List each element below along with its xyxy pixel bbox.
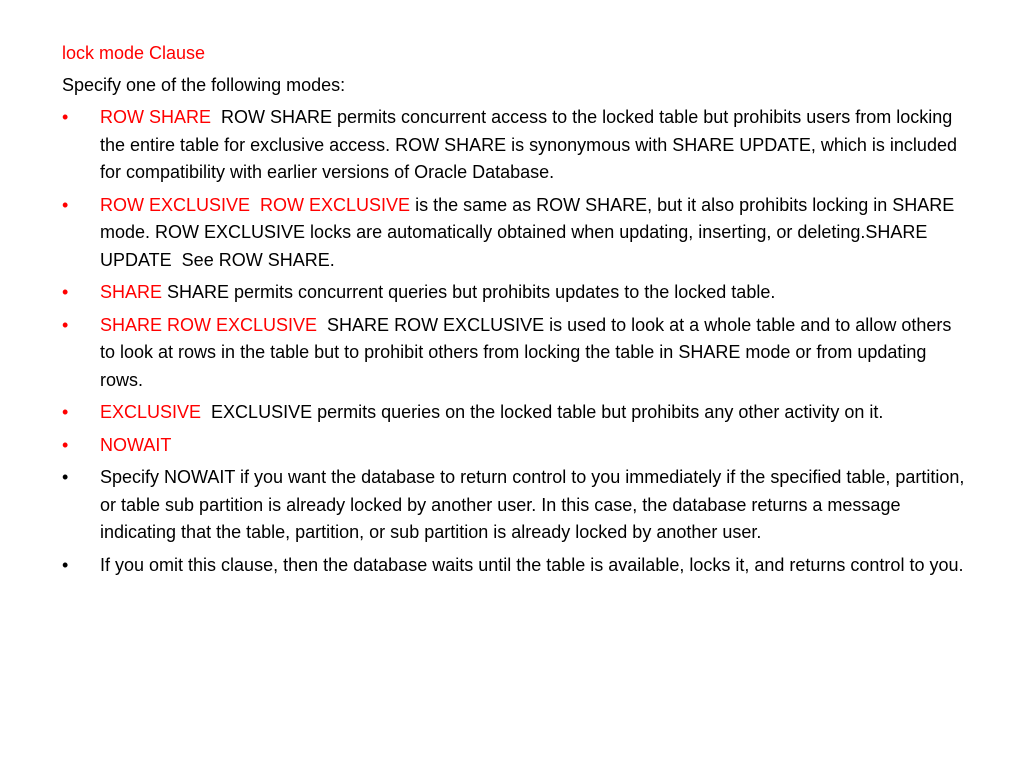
mode-term: EXCLUSIVE	[100, 402, 202, 422]
bullet-icon: •	[62, 467, 69, 487]
mode-description: ROW SHARE permits concurrent access to the locked table but prohibits users from locking the entire table for exclusive access. ROW SHARE is synonymous with SHARE UPDATE, which is included for compatibility with earlier versions of Oracle Database.	[100, 107, 962, 182]
bullet-icon: •	[62, 194, 69, 215]
mode-description: is the same as ROW SHARE, but it also prohibits locking in SHARE mode. ROW EXCLUSIVE locks are automatically obtained when updating, inserting, or deleting.SHARE UPDATE See ROW SHARE.	[100, 194, 960, 270]
mode-term: ROW SHARE	[100, 107, 212, 127]
list-item-nowait-explanation	[62, 464, 967, 547]
bullet-icon: •	[62, 554, 69, 575]
mode-description: If you omit this clause, then the database waits until the table is available, locks it, and returns control to you.	[100, 554, 964, 575]
list-item-share	[62, 279, 967, 307]
slide-heading: lock mode Clause	[62, 43, 206, 63]
list-item-omit-clause	[62, 552, 967, 580]
list-item-nowait	[62, 432, 967, 460]
list-item-row-exclusive	[62, 192, 967, 275]
mode-description: SHARE ROW EXCLUSIVE is used to look at a whole table and to allow others to look at rows in the table but to prohibit others from locking the table in SHARE mode or from updating rows.	[100, 314, 957, 390]
bullet-icon: •	[62, 402, 69, 422]
mode-term: ROW EXCLUSIVE ROW EXCLUSIVE	[100, 194, 411, 215]
bullet-icon: •	[62, 434, 69, 455]
bullet-icon: •	[62, 107, 69, 127]
bullet-list	[62, 104, 967, 579]
mode-term: SHARE	[100, 282, 163, 302]
mode-description: SHARE permits concurrent queries but prohibits updates to the locked table.	[162, 282, 776, 302]
list-item-share-row-exclusive	[62, 312, 967, 395]
mode-term: SHARE ROW EXCLUSIVE	[100, 314, 318, 335]
slide-content	[62, 40, 967, 584]
list-item-row-share	[62, 104, 967, 187]
slide-intro: Specify one of the following modes:	[62, 75, 346, 95]
mode-description: EXCLUSIVE permits queries on the locked table but prohibits any other activity on it.	[201, 402, 884, 422]
bullet-icon: •	[62, 282, 69, 302]
mode-description: Specify NOWAIT if you want the database to return control to you immediately if the specified table, partition, or table sub partition is already locked by another user. In this case, the database returns a message indicating that the table, partition, or sub partition is already locked by another user.	[100, 467, 965, 542]
bullet-icon: •	[62, 314, 69, 335]
list-item-exclusive	[62, 399, 967, 427]
mode-term: NOWAIT	[100, 434, 172, 455]
